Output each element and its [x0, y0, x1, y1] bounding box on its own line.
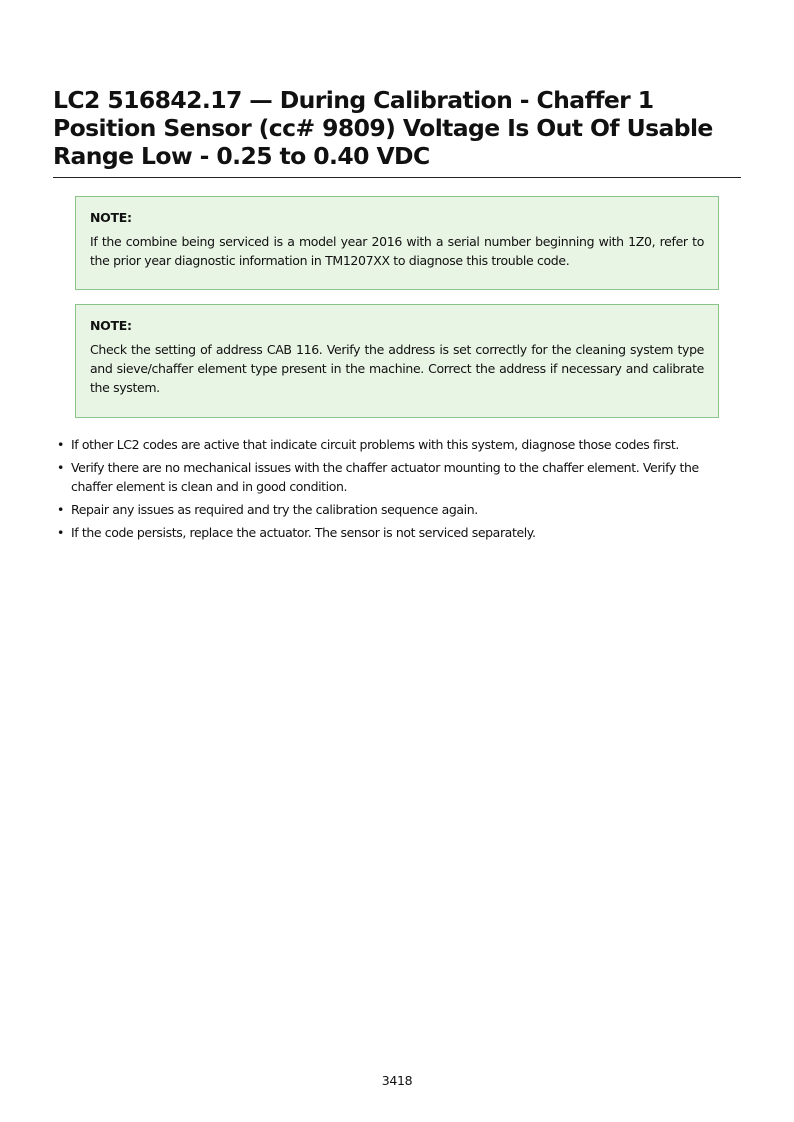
bullet-icon: •	[57, 525, 64, 540]
list-item-text: Verify there are no mechanical issues with the chaffer actuator mounting to the chaffer element. Verify the chaffer element is clean and in good condition.	[71, 460, 699, 494]
note-box-model-year	[75, 196, 719, 290]
note-label: NOTE:	[90, 210, 132, 225]
list-item	[53, 523, 743, 542]
list-item-text: If other LC2 codes are active that indicate circuit problems with this system, diagnose those codes first.	[71, 437, 679, 452]
list-item	[53, 500, 743, 519]
title-divider	[53, 177, 741, 178]
note-label: NOTE:	[90, 318, 132, 333]
bullet-icon: •	[57, 460, 64, 475]
page-number: 3418	[381, 1073, 413, 1088]
procedure-list	[53, 435, 743, 546]
note-text: If the combine being serviced is a model year 2016 with a serial number beginning with 1Z0, refer to the prior year diagnostic information in TM1207XX to diagnose this trouble code.	[90, 234, 704, 268]
note-box-address-setting	[75, 304, 719, 418]
list-item	[53, 435, 743, 454]
list-item-text: If the code persists, replace the actuator. The sensor is not serviced separately.	[71, 525, 536, 540]
note-text: Check the setting of address CAB 116. Verify the address is set correctly for the cleaning system type and sieve/chaffer element type present in the machine. Correct the address if necessary and calibrate the system.	[90, 342, 704, 395]
bullet-icon: •	[57, 502, 64, 517]
list-item	[53, 458, 743, 496]
bullet-icon: •	[57, 437, 64, 452]
list-item-text: Repair any issues as required and try the calibration sequence again.	[71, 502, 478, 517]
page-title: LC2 516842.17 — During Calibration - Chaffer 1 Position Sensor (cc# 9809) Voltage Is Out Of Usable Range Low - 0.25 to 0.40 VDC	[53, 86, 713, 170]
